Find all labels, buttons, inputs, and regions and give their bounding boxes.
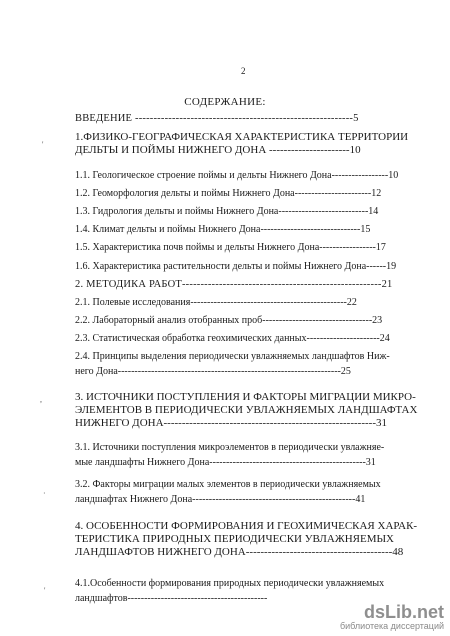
toc-line: него Дона-------------------------------------------------------------------25 <box>75 365 351 377</box>
toc-line: 2. МЕТОДИКА РАБОТ------------------------------------------------------21 <box>75 279 393 290</box>
toc-line: 4. ОСОБЕННОСТИ ФОРМИРОВАНИЯ И ГЕОХИМИЧЕСКАЯ ХАРАК- <box>75 520 418 532</box>
toc-line: ЛАНДШАФТОВ НИЖНЕГО ДОНА----------------------------------------48 <box>75 546 404 558</box>
toc-line: 1.5. Характеристика почв поймы и дельты Нижнего Дона-----------------17 <box>75 242 386 253</box>
toc-entry <box>75 131 421 157</box>
toc-entry <box>75 520 421 559</box>
toc-line: 2.2. Лабораторный анализ отобранных проб---------------------------------23 <box>75 315 383 326</box>
toc-line: 1.3. Гидрология дельты и поймы Нижнего Дона---------------------------14 <box>75 206 379 217</box>
toc-line: ТЕРИСТИКА ПРИРОДНЫХ ПЕРИОДИЧЕСКИ УВЛАЖНЯЕМЫХ <box>75 533 395 545</box>
toc-line: 1.4. Климат дельты и поймы Нижнего Дона------------------------------15 <box>75 224 371 235</box>
toc-entry <box>75 333 421 346</box>
toc-entry <box>75 297 421 310</box>
toc-line: мые ландшафты Нижнего Дона-----------------------------------------------31 <box>75 456 376 468</box>
margin-mark: , <box>40 395 42 404</box>
toc-entry <box>75 351 421 378</box>
toc-entry <box>75 391 421 430</box>
toc-line: 1.6. Характеристика растительности дельты и поймы Нижнего Дона------19 <box>75 261 397 272</box>
toc-line: ландшафтов------------------------------------------ <box>75 592 268 604</box>
toc-entry <box>75 261 421 274</box>
toc-line: 4.1.Особенности формирования природных периодически увлажняемых <box>75 578 385 589</box>
margin-mark: ' <box>42 140 44 149</box>
toc-entry <box>75 188 421 201</box>
toc-line: ЭЛЕМЕНТОВ В ПЕРИОДИЧЕСКИ УВЛАЖНЯЕМЫХ ЛАНДШАФТАХ <box>75 404 418 416</box>
toc-entry <box>75 279 421 292</box>
toc-line: 3. ИСТОЧНИКИ ПОСТУПЛЕНИЯ И ФАКТОРЫ МИГРАЦИИ МИКРО- <box>75 391 416 403</box>
toc-entry <box>75 206 421 219</box>
toc-entry <box>75 170 421 183</box>
toc-line: 1.ФИЗИКО-ГЕОГРАФИЧЕСКАЯ ХАРАКТЕРИСТИКА ТЕРРИТОРИИ <box>75 131 409 143</box>
toc-line: ДЕЛЬТЫ И ПОЙМЫ НИЖНЕГО ДОНА ----------------------10 <box>75 144 361 156</box>
toc-line: 3.2. Факторы миграции малых элементов в периодически увлажняемых <box>75 479 381 490</box>
page-title: СОДЕРЖАНИЕ: <box>184 96 266 108</box>
toc-line: ландшафтах Нижнего Дона-------------------------------------------------41 <box>75 493 366 505</box>
watermark-subtitle: библиотека диссертаций <box>339 621 444 631</box>
toc-entry <box>75 242 421 255</box>
toc-line: 2.4. Принципы выделения периодически увлажняемых ландшафтов Ниж- <box>75 351 390 362</box>
toc-entry <box>75 315 421 328</box>
toc-line: 3.1. Источники поступления микроэлементов в периодически увлажняе- <box>75 442 385 453</box>
toc-entry <box>75 442 421 469</box>
toc-line: 1.1. Геологическое строение поймы и дельты Нижнего Дона-----------------10 <box>75 170 399 181</box>
margin-mark: ' <box>44 586 46 595</box>
toc-entry <box>75 113 421 126</box>
toc-line: 2.3. Статистическая обработка геохимических данных----------------------24 <box>75 333 390 344</box>
watermark <box>340 603 444 632</box>
margin-mark: · <box>43 489 46 498</box>
toc-line: НИЖНЕГО ДОНА----------------------------------------------------------31 <box>75 417 387 429</box>
toc-line: ВВЕДЕНИЕ -----------------------------------------------------------5 <box>75 113 359 124</box>
toc-line: 2.1. Полевые исследования-----------------------------------------------22 <box>75 297 357 308</box>
page-number: 2 <box>241 66 246 76</box>
toc-entry <box>75 578 421 605</box>
toc-line: 1.2. Геоморфология дельты и поймы Нижнего Дона-----------------------12 <box>75 188 382 199</box>
toc-entry <box>75 224 421 237</box>
watermark-brand: dsLib.net <box>364 602 444 622</box>
toc-entry <box>75 479 421 506</box>
